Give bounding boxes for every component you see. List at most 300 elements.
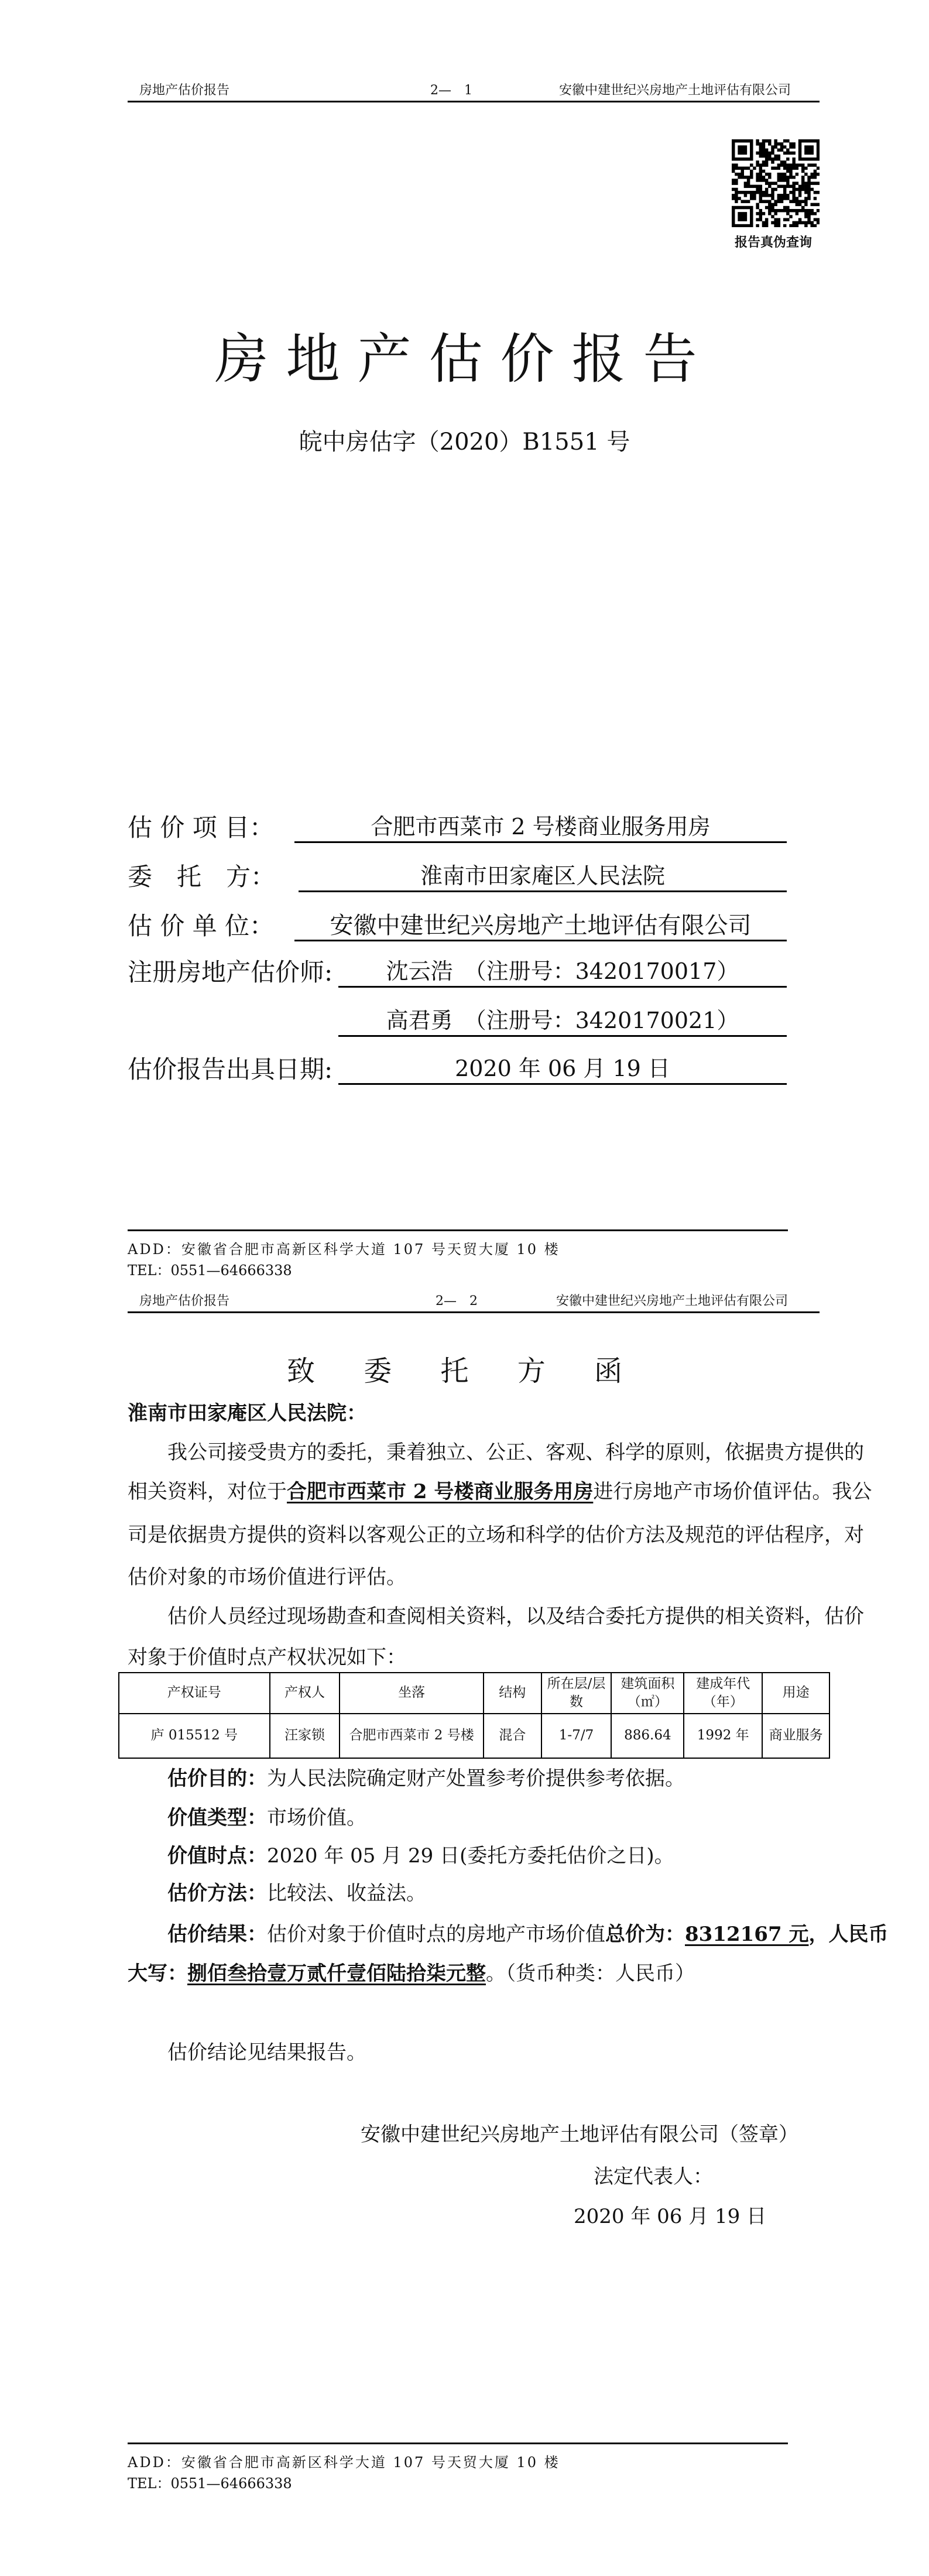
- qr-module: [810, 145, 813, 148]
- item-method: [167, 1883, 426, 1903]
- qr-module: [732, 152, 735, 155]
- qr-module: [801, 170, 804, 173]
- qr-module: [792, 142, 795, 145]
- table-cell: 混合: [484, 1714, 541, 1758]
- qr-module: [771, 197, 774, 200]
- qr-module: [817, 191, 820, 194]
- qr-module: [756, 142, 759, 145]
- qr-module: [807, 145, 810, 148]
- qr-module: [732, 157, 735, 160]
- qr-module: [796, 209, 798, 212]
- qr-module: [783, 145, 786, 148]
- qr-module: [804, 224, 807, 227]
- qr-module: [801, 139, 804, 142]
- qr-module: [771, 188, 774, 191]
- qr-module: [750, 152, 753, 155]
- qr-module: [810, 224, 813, 227]
- footer-tel: TEL：0551—64666338: [128, 1262, 292, 1279]
- qr-module: [789, 152, 792, 155]
- qr-module: [777, 221, 780, 224]
- qr-module: [777, 167, 780, 170]
- footer-address: ADD：安徽省合肥市高新区科学大道 107 号天贸大厦 10 楼: [128, 2454, 560, 2471]
- qr-module: [735, 167, 738, 170]
- qr-module: [753, 191, 756, 194]
- qr-module: [750, 215, 753, 218]
- qr-module: [762, 176, 765, 179]
- qr-module: [747, 191, 750, 194]
- qr-module: [814, 170, 817, 173]
- qr-module: [768, 203, 771, 206]
- qr-module: [768, 181, 771, 184]
- qr-module: [798, 152, 801, 155]
- qr-module: [798, 221, 801, 224]
- qr-module: [768, 142, 771, 145]
- qr-module: [804, 152, 807, 155]
- report-number: 皖中房估字（2020）B1551 号: [299, 429, 630, 455]
- qr-module: [771, 215, 774, 218]
- qr-module: [762, 212, 765, 215]
- qr-module: [771, 157, 774, 160]
- qr-module: [732, 221, 735, 224]
- qr-module: [814, 139, 817, 142]
- qr-module: [786, 163, 789, 166]
- paragraph-line: 估价人员经过现场勘查和查阅相关资料，以及结合委托方提供的相关资料，估价: [167, 1605, 864, 1628]
- qr-module: [801, 209, 804, 212]
- qr-module: [741, 170, 744, 173]
- qr-module: [786, 152, 789, 155]
- qr-module: [807, 191, 810, 194]
- qr-module: [753, 194, 756, 197]
- qr-module: [783, 163, 786, 166]
- qr-module: [798, 203, 801, 206]
- qr-module: [735, 139, 738, 142]
- qr-module: [735, 188, 738, 191]
- column-header: 坐落: [340, 1673, 483, 1714]
- qr-module: [768, 152, 771, 155]
- qr-module: [750, 173, 753, 176]
- qr-module: [756, 173, 759, 176]
- qr-module: [792, 181, 795, 184]
- qr-module: [738, 149, 741, 152]
- qr-module: [738, 191, 741, 194]
- qr-module: [807, 157, 810, 160]
- qr-module: [747, 157, 750, 160]
- qr-module: [768, 206, 771, 209]
- qr-module: [741, 191, 744, 194]
- qr-module: [738, 206, 741, 209]
- qr-module: [810, 152, 813, 155]
- qr-module: [771, 181, 774, 184]
- qr-module: [792, 152, 795, 155]
- table-cell: 合肥市西菜市 2 号楼: [340, 1714, 483, 1758]
- field-value-appraiser-2: 高君勇 （注册号：3420170021）: [338, 1009, 787, 1037]
- qr-module: [750, 224, 753, 227]
- item-value-type: [167, 1808, 366, 1828]
- qr-module: [744, 215, 747, 218]
- qr-module: [744, 194, 747, 197]
- qr-module: [792, 209, 795, 212]
- property-rights-table: [118, 1672, 830, 1759]
- qr-module: [759, 155, 762, 157]
- qr-module: [774, 155, 777, 157]
- qr-module: [783, 179, 786, 181]
- qr-module: [765, 155, 768, 157]
- qr-module: [756, 176, 759, 179]
- qr-module: [762, 200, 765, 203]
- qr-module: [759, 163, 762, 166]
- qr-module: [759, 212, 762, 215]
- qr-module: [798, 185, 801, 188]
- qr-module: [762, 194, 765, 197]
- qr-module: [807, 152, 810, 155]
- qr-module: [765, 181, 768, 184]
- qr-module: [810, 209, 813, 212]
- qr-module: [762, 149, 765, 152]
- qr-module: [741, 224, 744, 227]
- qr-module: [756, 163, 759, 166]
- qr-module: [741, 167, 744, 170]
- qr-module: [817, 221, 820, 224]
- qr-module: [732, 149, 735, 152]
- qr-module: [798, 194, 801, 197]
- qr-module: [759, 145, 762, 148]
- qr-module: [777, 142, 780, 145]
- qr-module: [744, 157, 747, 160]
- qr-module: [741, 206, 744, 209]
- qr-module: [744, 191, 747, 194]
- qr-module: [741, 157, 744, 160]
- qr-module: [786, 206, 789, 209]
- qr-module: [817, 155, 820, 157]
- qr-module: [765, 191, 768, 194]
- qr-module: [801, 206, 804, 209]
- qr-module: [783, 173, 786, 176]
- item-label: 价值类型：: [167, 1806, 267, 1830]
- table-cell: 庐 015512 号: [119, 1714, 270, 1758]
- field-label-appraisers: 注册房地产估价师:: [128, 958, 333, 986]
- qr-module: [780, 194, 783, 197]
- qr-module: [732, 218, 735, 221]
- qr-module: [756, 191, 759, 194]
- qr-module: [732, 163, 735, 166]
- qr-module: [792, 194, 795, 197]
- qr-module: [765, 139, 768, 142]
- qr-module: [759, 176, 762, 179]
- qr-module: [744, 200, 747, 203]
- qr-module: [810, 176, 813, 179]
- qr-code-icon: [732, 139, 820, 227]
- qr-module: [750, 194, 753, 197]
- qr-module: [759, 142, 762, 145]
- qr-module: [732, 142, 735, 145]
- qr-module: [738, 139, 741, 142]
- qr-module: [735, 181, 738, 184]
- item-result: [167, 1924, 888, 1944]
- qr-module: [789, 185, 792, 188]
- qr-module: [804, 149, 807, 152]
- qr-module: [762, 139, 765, 142]
- qr-module: [807, 209, 810, 212]
- qr-module: [759, 200, 762, 203]
- qr-module: [774, 139, 777, 142]
- qr-module: [771, 203, 774, 206]
- field-label-appraiser-org: 估 价 单 位：: [128, 912, 275, 940]
- qr-module: [786, 149, 789, 152]
- qr-module: [732, 181, 735, 184]
- qr-module: [759, 185, 762, 188]
- field-value-report-date: 2020 年 06 月 19 日: [338, 1057, 787, 1085]
- qr-module: [817, 152, 820, 155]
- qr-module: [744, 218, 747, 221]
- table-row: [119, 1714, 829, 1758]
- qr-module: [789, 215, 792, 218]
- qr-module: [777, 179, 780, 181]
- qr-module: [786, 212, 789, 215]
- table-cell: 1992 年: [684, 1714, 762, 1758]
- qr-module: [765, 194, 768, 197]
- qr-module: [796, 167, 798, 170]
- qr-module: [768, 200, 771, 203]
- qr-module: [771, 145, 774, 148]
- qr-module: [792, 224, 795, 227]
- qr-module: [804, 197, 807, 200]
- qr-module: [801, 167, 804, 170]
- qr-module: [747, 200, 750, 203]
- qr-module: [792, 200, 795, 203]
- qr-module: [780, 163, 783, 166]
- qr-module: [814, 191, 817, 194]
- qr-module: [744, 152, 747, 155]
- paragraph-line: 估价对象的市场价值进行评估。: [128, 1566, 406, 1589]
- column-header: 所在层/层数: [541, 1673, 612, 1714]
- qr-module: [750, 191, 753, 194]
- qr-module: [762, 163, 765, 166]
- qr-module: [750, 197, 753, 200]
- qr-module: [741, 152, 744, 155]
- report-title: 房地产估价报告: [214, 328, 715, 390]
- qr-module: [783, 194, 786, 197]
- qr-module: [801, 176, 804, 179]
- qr-module: [804, 191, 807, 194]
- qr-module: [792, 188, 795, 191]
- qr-module: [780, 200, 783, 203]
- qr-module: [807, 215, 810, 218]
- qr-module: [762, 170, 765, 173]
- qr-module: [732, 155, 735, 157]
- qr-module: [814, 157, 817, 160]
- qr-module: [817, 209, 820, 212]
- qr-module: [810, 188, 813, 191]
- qr-module: [780, 209, 783, 212]
- qr-module: [756, 212, 759, 215]
- qr-module: [756, 224, 759, 227]
- qr-module: [783, 191, 786, 194]
- qr-module: [744, 206, 747, 209]
- qr-module: [744, 181, 747, 184]
- qr-module: [765, 218, 768, 221]
- qr-module: [814, 224, 817, 227]
- qr-module: [741, 139, 744, 142]
- qr-module: [750, 185, 753, 188]
- qr-module: [732, 206, 735, 209]
- qr-module: [810, 221, 813, 224]
- qr-module: [753, 167, 756, 170]
- header-company: 安徽中建世纪兴房地产土地评估有限公司: [556, 1294, 789, 1308]
- signature-date: 2020 年 06 月 19 日: [574, 2205, 767, 2228]
- qr-module: [807, 194, 810, 197]
- qr-module: [798, 191, 801, 194]
- header-left: 房地产估价报告: [139, 1294, 230, 1308]
- qr-module: [796, 163, 798, 166]
- qr-module: [786, 218, 789, 221]
- qr-module: [783, 188, 786, 191]
- item-label: 估价目的：: [167, 1767, 267, 1790]
- qr-module: [807, 218, 810, 221]
- qr-module: [789, 176, 792, 179]
- qr-module: [777, 218, 780, 221]
- total-amount: 8312167 元: [685, 1923, 809, 1946]
- qr-module: [750, 212, 753, 215]
- qr-module: [744, 185, 747, 188]
- qr-module: [741, 215, 744, 218]
- qr-module: [774, 218, 777, 221]
- qr-module: [801, 179, 804, 181]
- qr-module: [807, 149, 810, 152]
- qr-module: [759, 149, 762, 152]
- signature-representative: 法定代表人：: [594, 2165, 713, 2188]
- qr-module: [774, 203, 777, 206]
- qr-module: [810, 212, 813, 215]
- qr-module: [759, 173, 762, 176]
- field-label-client: 委 托 方：: [128, 862, 276, 891]
- qr-module: [762, 179, 765, 181]
- qr-module: [747, 176, 750, 179]
- qr-module: [801, 188, 804, 191]
- qr-module: [747, 224, 750, 227]
- qr-module: [804, 139, 807, 142]
- qr-module: [807, 197, 810, 200]
- qr-module: [765, 149, 768, 152]
- qr-module: [783, 185, 786, 188]
- qr-module: [796, 188, 798, 191]
- qr-module: [756, 139, 759, 142]
- qr-module: [765, 221, 768, 224]
- item-value: 市场价值。: [267, 1806, 366, 1830]
- qr-module: [817, 149, 820, 152]
- qr-module: [792, 185, 795, 188]
- qr-module: [789, 224, 792, 227]
- qr-module: [747, 179, 750, 181]
- qr-module: [801, 185, 804, 188]
- qr-module: [780, 179, 783, 181]
- qr-module: [804, 188, 807, 191]
- qr-module: [771, 152, 774, 155]
- qr-module: [786, 167, 789, 170]
- qr-module: [792, 160, 795, 163]
- qr-module: [807, 139, 810, 142]
- qr-module: [750, 155, 753, 157]
- qr-module: [738, 212, 741, 215]
- qr-module: [789, 167, 792, 170]
- text: ，人民币: [808, 1923, 889, 1946]
- qr-module: [762, 160, 765, 163]
- qr-module: [738, 152, 741, 155]
- qr-module: [798, 218, 801, 221]
- qr-module: [810, 139, 813, 142]
- qr-module: [804, 157, 807, 160]
- header-company: 安徽中建世纪兴房地产土地评估有限公司: [559, 83, 791, 98]
- qr-module: [753, 197, 756, 200]
- qr-module: [750, 206, 753, 209]
- qr-module: [798, 142, 801, 145]
- qr-module: [804, 173, 807, 176]
- qr-module: [814, 176, 817, 179]
- qr-module: [759, 179, 762, 181]
- qr-module: [798, 139, 801, 142]
- qr-module: [798, 209, 801, 212]
- footer-address: ADD：安徽省合肥市高新区科学大道 107 号天贸大厦 10 楼: [128, 1241, 560, 1258]
- currency-note: 。（货币种类：人民币）: [486, 1962, 695, 1985]
- qr-module: [759, 167, 762, 170]
- qr-module: [738, 176, 741, 179]
- qr-module: [750, 142, 753, 145]
- qr-module: [759, 170, 762, 173]
- qr-module: [756, 188, 759, 191]
- qr-module: [789, 170, 792, 173]
- qr-module: [774, 167, 777, 170]
- qr-module: [765, 152, 768, 155]
- qr-module: [750, 221, 753, 224]
- paragraph-line: 司是依据贵方提供的资料以客观公正的立场和科学的估价方法及规范的评估程序，对: [128, 1523, 864, 1547]
- qr-module: [735, 197, 738, 200]
- qr-module: [768, 194, 771, 197]
- qr-module: [804, 145, 807, 148]
- qr-module: [741, 145, 744, 148]
- qr-module: [744, 167, 747, 170]
- qr-module: [765, 224, 768, 227]
- qr-module: [735, 191, 738, 194]
- qr-module: [814, 163, 817, 166]
- qr-module: [804, 212, 807, 215]
- qr-module: [792, 176, 795, 179]
- table-cell: 1-7/7: [541, 1714, 612, 1758]
- qr-module: [817, 218, 820, 221]
- qr-module: [798, 149, 801, 152]
- qr-module: [780, 145, 783, 148]
- qr-module: [762, 152, 765, 155]
- qr-module: [777, 209, 780, 212]
- qr-module: [747, 185, 750, 188]
- table-header-row: [119, 1673, 829, 1714]
- qr-module: [804, 185, 807, 188]
- qr-module: [783, 206, 786, 209]
- qr-module: [796, 212, 798, 215]
- qr-module: [747, 139, 750, 142]
- text: 相关资料，对位于: [128, 1480, 287, 1503]
- qr-module: [756, 179, 759, 181]
- qr-module: [807, 179, 810, 181]
- qr-module: [804, 167, 807, 170]
- qr-module: [789, 163, 792, 166]
- qr-module: [735, 173, 738, 176]
- qr-module: [807, 185, 810, 188]
- qr-module: [738, 157, 741, 160]
- item-value: 为人民法院确定财产处置参考价提供参考依据。: [267, 1767, 685, 1790]
- qr-module: [817, 145, 820, 148]
- qr-module: [759, 197, 762, 200]
- qr-module: [801, 157, 804, 160]
- qr-module: [747, 181, 750, 184]
